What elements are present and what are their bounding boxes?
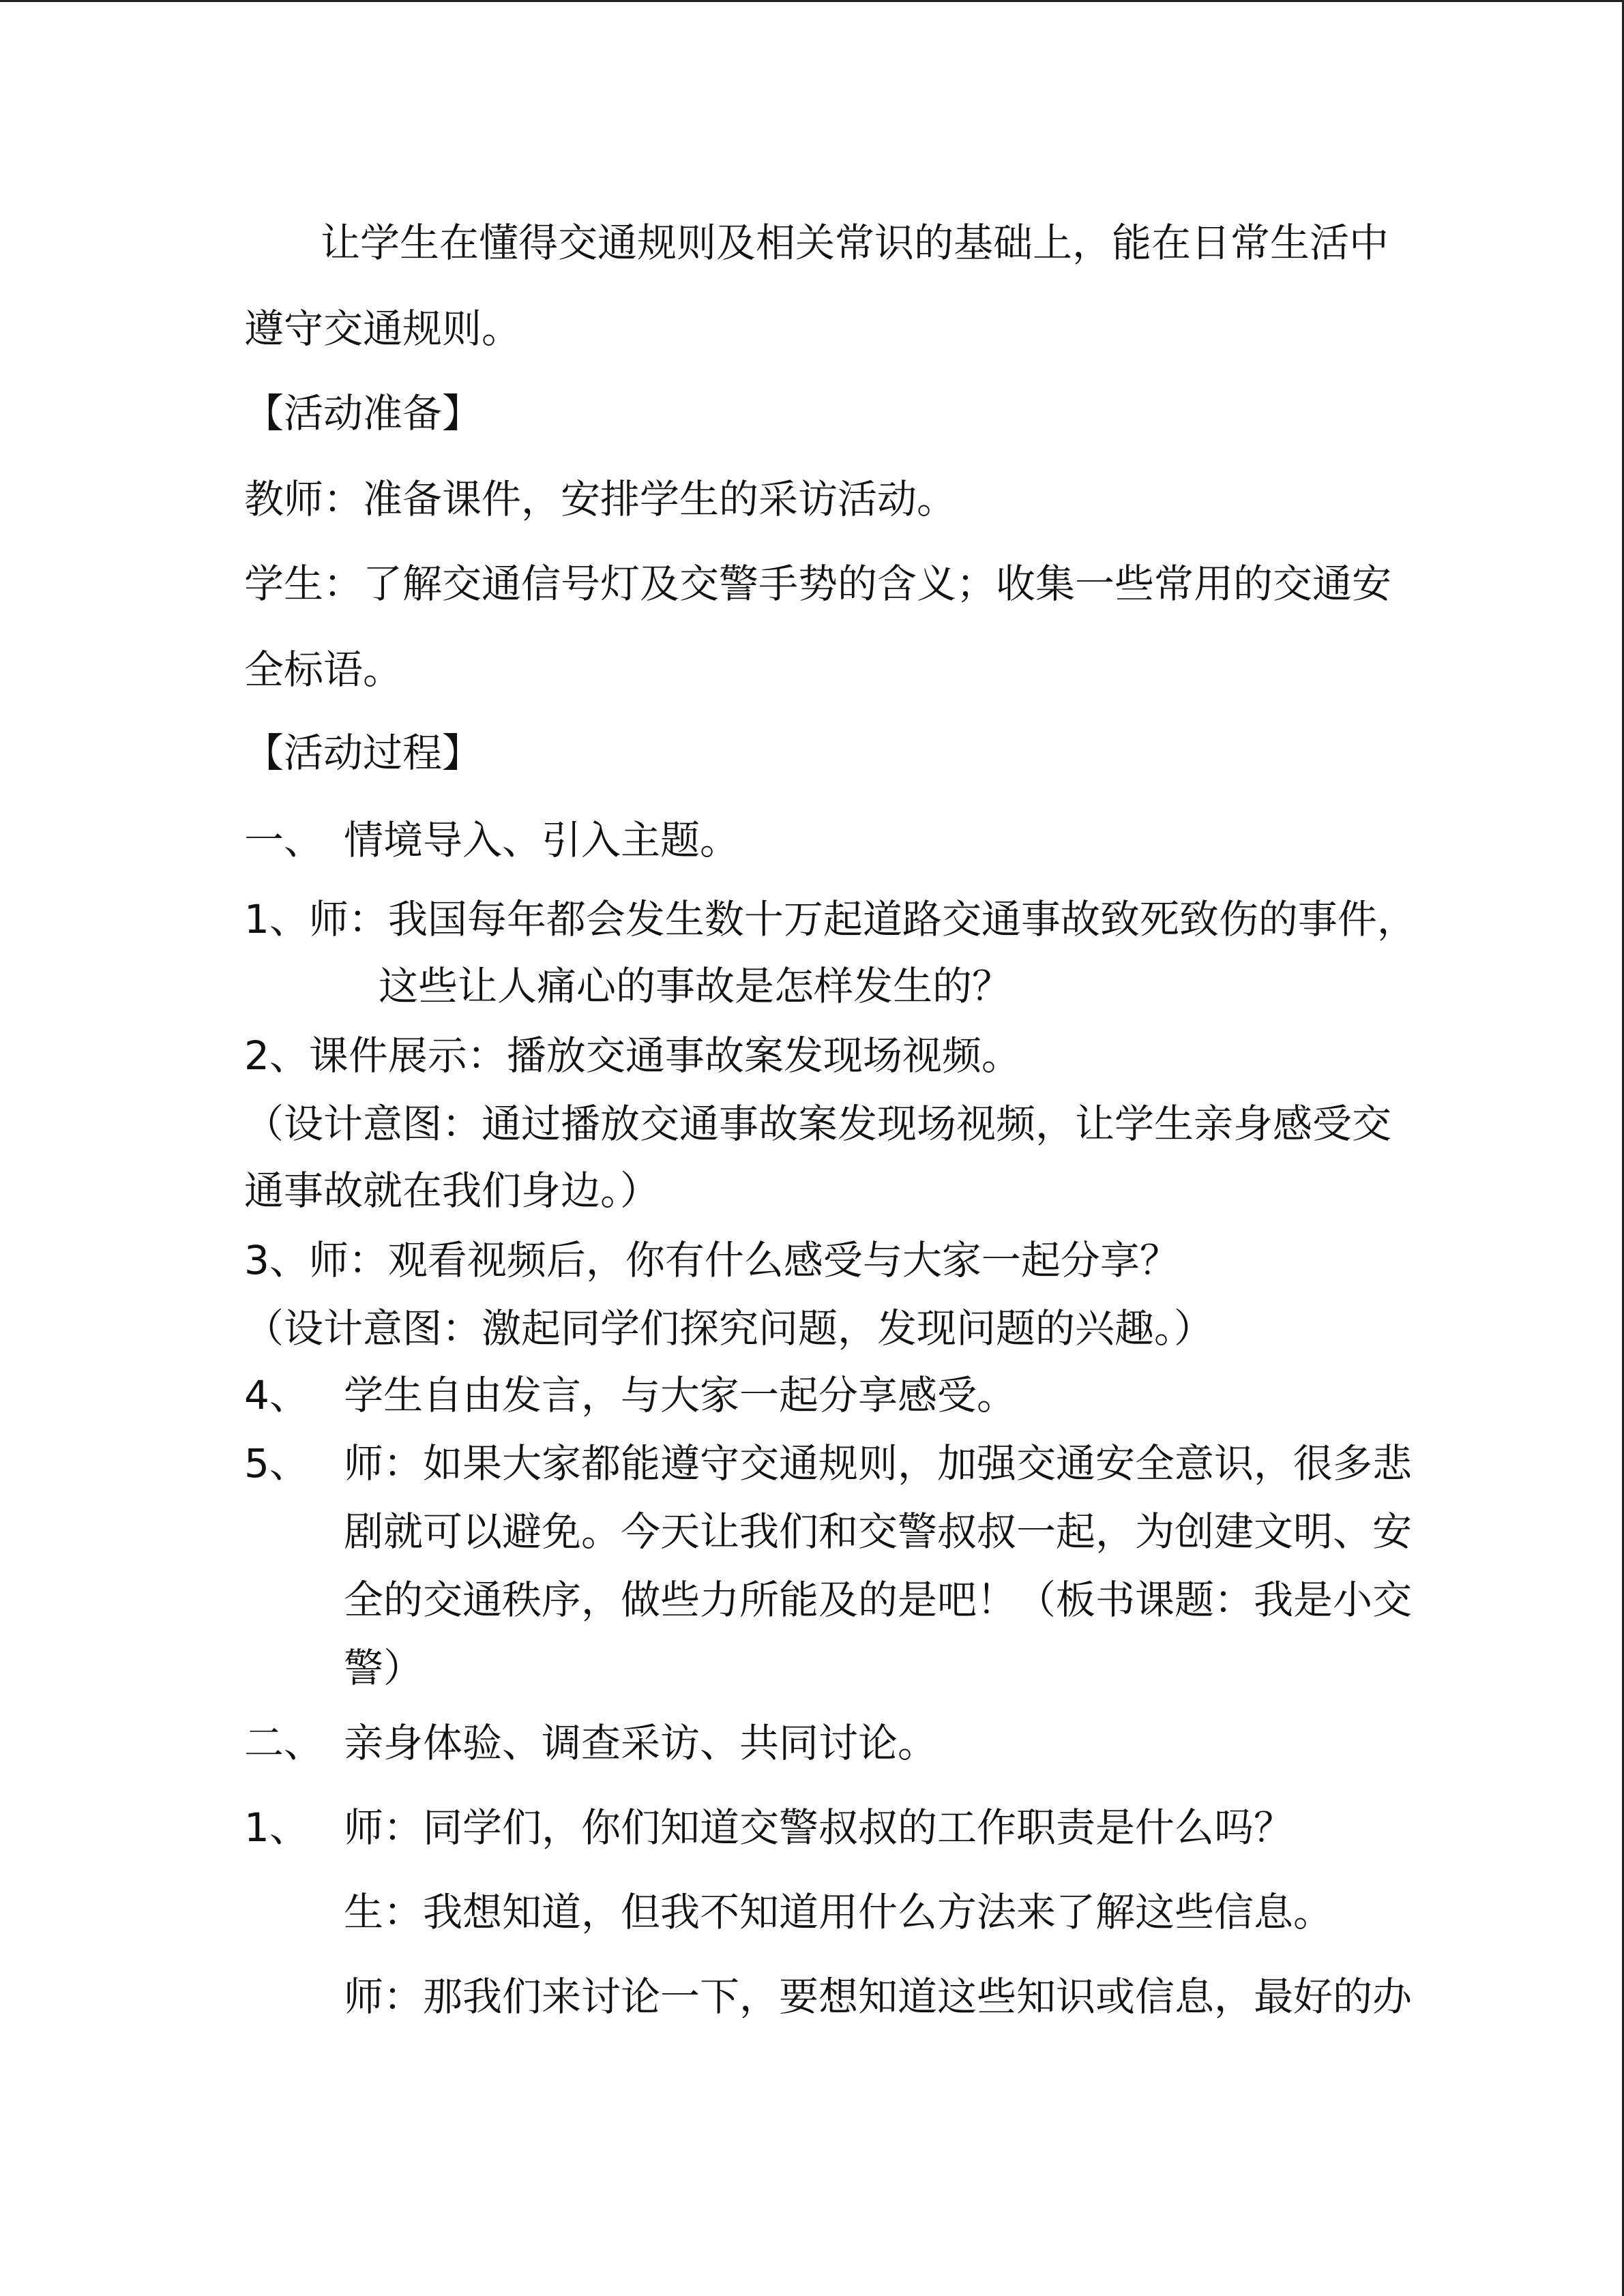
prep-student-line-1: 学生：了解交通信号灯及交警手势的含义；收集一些常用的交通安 [244, 561, 1392, 607]
design2: （设计意图：激起同学们探究问题，发现问题的兴趣。） [244, 1305, 1214, 1352]
item1-line-1: 1、师：我国每年都会发生数十万起道路交通事故致死致伤的事件， [244, 896, 1417, 942]
item5-line-1: 师：如果大家都能遵守交通规则，加强交通安全意识，很多悲 [344, 1440, 1413, 1487]
prep-teacher: 教师：准备课件，安排学生的采访活动。 [244, 476, 957, 522]
intro-line-2: 遵守交通规则。 [244, 305, 522, 352]
item4-text: 学生自由发言，与大家一起分享感受。 [344, 1372, 1017, 1418]
design1-line-2: 通事故就在我们身边。） [244, 1167, 660, 1214]
item2: 2、课件展示：播放交通事故案发现场视频。 [244, 1032, 1021, 1079]
item5-number: 5、 [244, 1440, 309, 1487]
item1-line-2: 这些让人痛心的事故是怎样发生的？ [379, 963, 1012, 1009]
process-heading: 【活动过程】 [244, 730, 482, 776]
part1-number: 一、 [244, 817, 324, 863]
item5-line-2: 剧就可以避免。今天让我们和交警叔叔一起，为创建文明、安 [344, 1508, 1413, 1555]
item5-line-4: 警） [344, 1645, 424, 1691]
p2-item1-number: 1、 [244, 1804, 309, 1851]
p2-item1-line-2: 生：我想知道，但我不知道用什么方法来了解这些信息。 [344, 1889, 1333, 1935]
item4-number: 4、 [244, 1372, 309, 1418]
part2-number: 二、 [244, 1720, 324, 1766]
intro-line-1: 让学生在懂得交通规则及相关常识的基础上，能在日常生活中 [321, 220, 1389, 266]
part1-title: 情境导入、引入主题。 [344, 817, 740, 863]
p2-item1-line-3: 师：那我们来讨论一下，要想知道这些知识或信息，最好的办 [344, 1973, 1413, 2020]
item3: 3、师：观看视频后，你有什么感受与大家一起分享？ [244, 1237, 1179, 1283]
prep-heading: 【活动准备】 [244, 390, 482, 436]
prep-student-line-2: 全标语。 [244, 646, 403, 693]
part2-title: 亲身体验、调查采访、共同讨论。 [344, 1720, 938, 1766]
item5-line-3: 全的交通秩序，做些力所能及的是吧！（板书课题：我是小交 [344, 1577, 1413, 1623]
p2-item1-line-1: 师：同学们，你们知道交警叔叔的工作职责是什么吗？ [344, 1804, 1294, 1851]
design1-line-1: （设计意图：通过播放交通事故案发现场视频，让学生亲身感受交 [244, 1101, 1392, 1147]
